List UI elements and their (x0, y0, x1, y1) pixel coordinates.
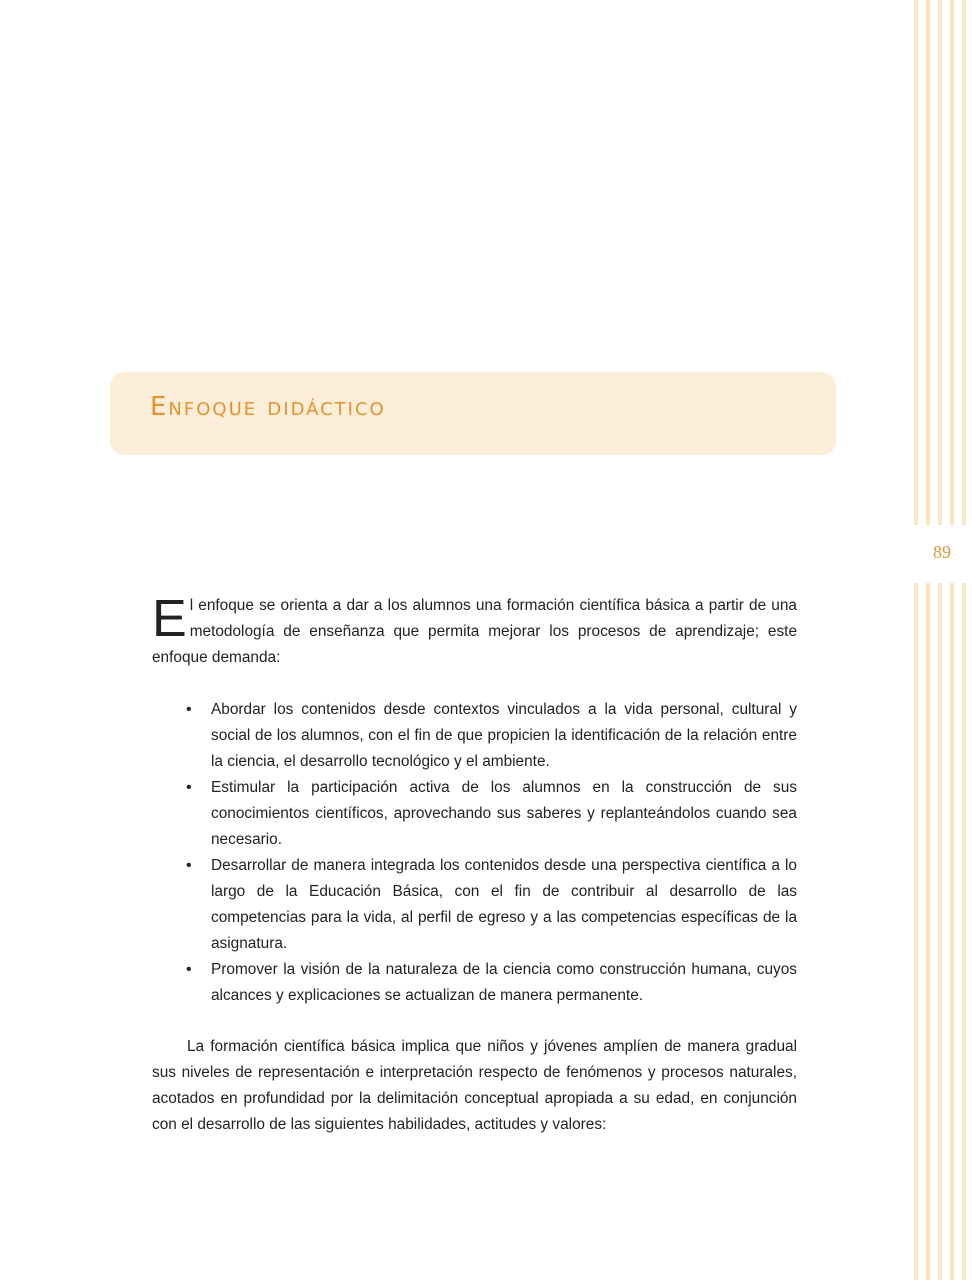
intro-text: l enfoque se orienta a dar a los alumnos una formación científica básica a partir de una metodología de enseñanza que permita mejorar los procesos de aprendizaje; este enfoque demanda: (152, 597, 797, 666)
list-item (152, 775, 797, 853)
margin-stripe (938, 583, 942, 1280)
list-item-text: Estimular la participación activa de los alumnos en la construcción de sus conocimientos científicos, aprovechando sus saberes y replanteándolos cuando sea necesario. (211, 779, 797, 848)
list-item-text: Abordar los contenidos desde contextos vinculados a la vida personal, cultural y social de los alumnos, con el fin de que propicien la identificación de la relación entre la ciencia, el desarrollo tecnológico y el ambiente. (211, 701, 797, 770)
list-item-text: Desarrollar de manera integrada los contenidos desde una perspectiva científica a lo largo de la Educación Básica, con el fin de contribuir al desarrollo de las competencias para la vida, al perfil de egreso y a las competencias específicas de la asignatura. (211, 857, 797, 952)
intro-paragraph (152, 590, 797, 671)
closing-paragraph: La formación científica básica implica que niños y jóvenes amplíen de manera gradual sus niveles de representación e interpretación respecto de fenómenos y procesos naturales, acotados en profundidad por la delimitación conceptual apropiada a su edad, en conjunción con el desarrollo de las siguientes habilidades, actitudes y valores: (152, 1038, 797, 1133)
list-item (152, 957, 797, 1009)
margin-stripe (914, 0, 918, 525)
bullet-icon: • (186, 857, 192, 874)
list-item (152, 697, 797, 775)
section-title: Enfoque didáctico (150, 392, 386, 422)
margin-stripe (950, 583, 954, 1280)
page-number: 89 (933, 542, 951, 562)
bullet-icon: • (186, 961, 192, 978)
bullet-icon: • (186, 701, 192, 718)
bullet-list (152, 697, 797, 1009)
list-item (152, 853, 797, 957)
margin-stripe (950, 0, 954, 525)
list-item-text: Promover la visión de la naturaleza de la ciencia como construcción humana, cuyos alcances y explicaciones se actualizan de manera permanente. (211, 961, 797, 1004)
margin-stripe (926, 583, 930, 1280)
bullet-icon: • (186, 779, 192, 796)
margin-stripe (914, 583, 918, 1280)
margin-stripe (962, 583, 966, 1280)
drop-cap: E (152, 590, 187, 648)
margin-stripe (962, 0, 966, 525)
margin-stripe (926, 0, 930, 525)
margin-stripe (938, 0, 942, 525)
